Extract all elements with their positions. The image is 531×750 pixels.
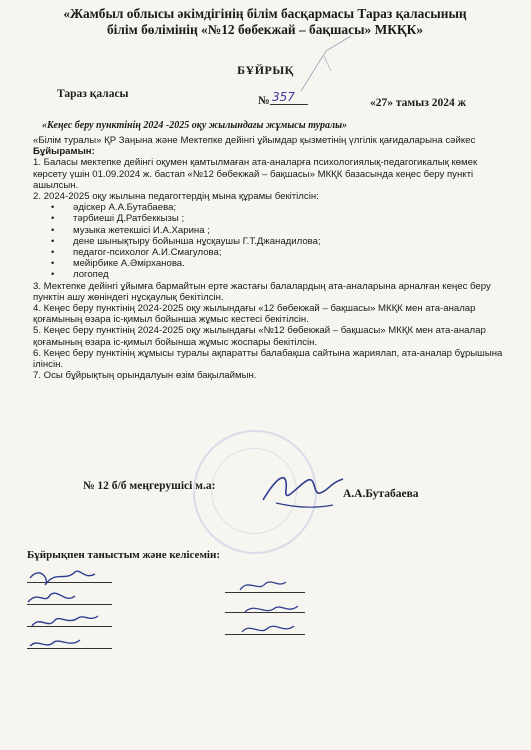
order-item-6: 6. Кеңес беру пунктінің жұмысы туралы ақпаратты балабақша сайтына жариялап, ата-аналар бұрышына ілінсін. (33, 347, 503, 371)
acknowledgement-signatures-right (220, 570, 320, 645)
acknowledgement-signatures-left (20, 560, 130, 660)
staff-list (33, 202, 503, 280)
document-number-value: 357 (272, 90, 295, 104)
header-line-1: «Жамбыл облысы әкімдігінің білім басқармасы Тараз қаласының (63, 6, 467, 21)
number-underline (270, 104, 308, 105)
order-item-5: 5. Кеңес беру пунктінің 2024-2025 оқу жылындағы «№12 бөбекжай – бақшасы» МКҚК мен ата-аналар қоғамының өзара іс-қимыл бойынша жұмыс жоспары бекітілсін. (33, 325, 486, 348)
staff-list-item: • логопед (73, 269, 503, 280)
staff-list-item: • мейірбике А.Әмірханова. (73, 258, 503, 269)
order-item-4: 4. Кеңес беру пунктінің 2024-2025 оқу жылындағы «12 бөбекжай – бақшасы» МКҚК мен ата-аналар қоғамының өзара іс-қимыл бойынша жұмыс кестесі бекітілсін. (33, 303, 476, 326)
order-item-7: 7. Осы бұйрықтың орындалуын өзім бақылаймын. (33, 370, 257, 382)
signatory-name: А.А.Бутабаева (343, 488, 419, 500)
document-body (33, 135, 503, 381)
order-item-2: 2. 2024-2025 оқу жылына педагогтердің мына құрамы бекітілсін: (33, 191, 319, 203)
document-subject: «Кеңес беру пунктінің 2024 -2025 оқу жылындағы жұмысы туралы» (42, 120, 348, 131)
staff-list-item: • педагог-психолог А.И.Смагулова; (73, 247, 503, 258)
staff-list-item: • тәрбиеші Д.Ратбеккызы ; (73, 213, 503, 224)
acknowledgement-heading: Бұйрықпен таныстым және келісемін: (27, 549, 220, 561)
order-item-3: 3. Мектепке дейінгі ұйымға бармайтын ерте жастағы балалардың ата-аналарына арналған кеңес беру пунктін ашу жөніндегі нұсқаулық бекітілсін. (33, 280, 491, 303)
order-label: Бұйырамын: (33, 146, 95, 158)
organization-header (30, 6, 500, 38)
staff-list-item: • әдіскер А.А.Бутабаева; (73, 202, 503, 213)
document-place: Тараз қаласы (57, 88, 129, 100)
staff-list-item: • дене шынықтыру бойынша нұсқаушы Г.Т.Джанадилова; (73, 236, 503, 247)
signatory-position: № 12 б/б меңгерушісі м.а: (83, 480, 216, 492)
staff-list-item: • музыка жетекшісі И.А.Харина ; (73, 225, 503, 236)
document-number-label: № (258, 95, 270, 107)
document-title: БҰЙРЫҚ (237, 63, 294, 77)
intro-paragraph: «Білім туралы» ҚР Заңына және Мектепке дейінгі ұйымдар қызметінің үлгілік қағидаларына сәйкес (33, 135, 476, 146)
director-signature (258, 465, 348, 520)
header-line-2: білім бөлімінің «№12 бөбекжай – бақшасы» МКҚК» (106, 22, 424, 37)
document-date: «27» тамыз 2024 ж (370, 97, 466, 109)
order-item-1: 1. Баласы мектепке дейінгі оқумен қамтылмаған ата-аналарға психологиялық-педагогикалық көмек көрсету үшін 01.09.2024 ж. бастап «№12 бөбекжай – бақшасы» МКҚК базасында кеңес беру пункті ашылсын. (33, 157, 478, 191)
